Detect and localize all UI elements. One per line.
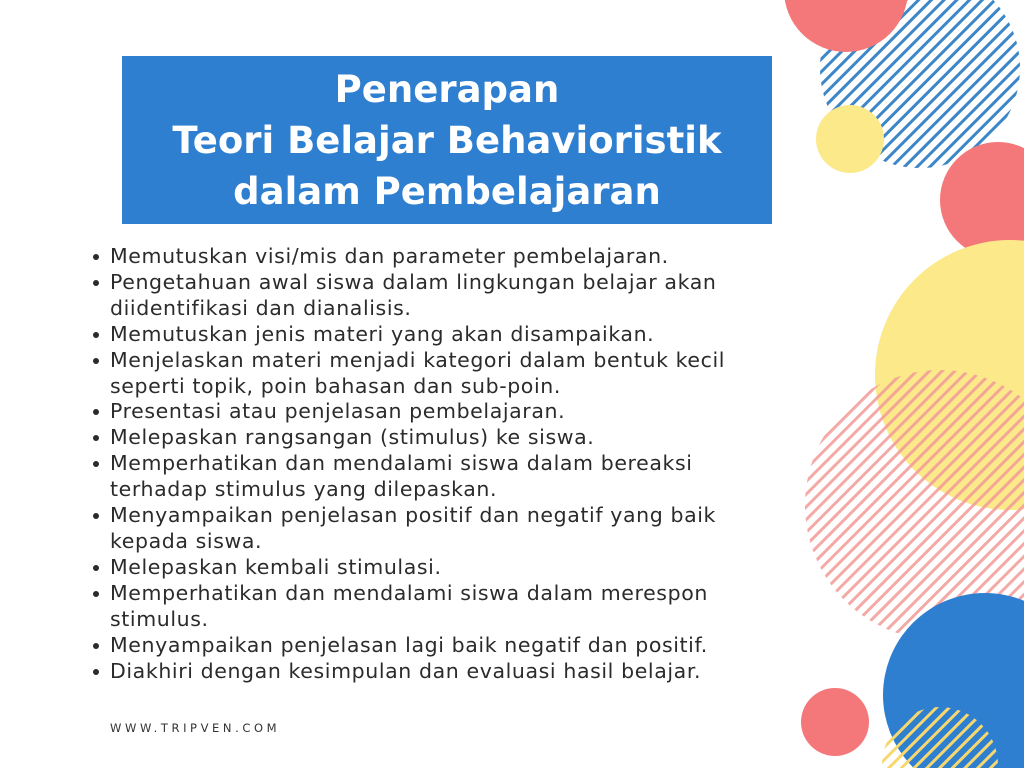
title-line-1: Penerapan	[334, 67, 560, 111]
bullet-list	[90, 244, 790, 684]
list-item: Diakhiri dengan kesimpulan dan evaluasi hasil belajar.	[90, 659, 790, 685]
coral-circle-bottom	[801, 688, 869, 756]
list-item: Melepaskan rangsangan (stimulus) ke siswa.	[90, 425, 790, 451]
list-item: Memperhatikan dan mendalami siswa dalam bereaksi terhadap stimulus yang dilepaskan.	[90, 451, 790, 503]
title-box	[122, 56, 772, 224]
list-item: Menyampaikan penjelasan positif dan negatif yang baik kepada siswa.	[90, 503, 790, 555]
list-item: Melepaskan kembali stimulasi.	[90, 555, 790, 581]
list-item: Menjelaskan materi menjadi kategori dalam bentuk kecil seperti topik, poin bahasan dan sub-poin.	[90, 348, 790, 400]
list-item: Memperhatikan dan mendalami siswa dalam merespon stimulus.	[90, 581, 790, 633]
list-item: Memutuskan visi/mis dan parameter pembelajaran.	[90, 244, 790, 270]
website-footer: WWW.TRIPVEN.COM	[110, 721, 281, 735]
list-item: Memutuskan jenis materi yang akan disampaikan.	[90, 322, 790, 348]
yellow-circle-small	[816, 105, 884, 173]
list-item: Menyampaikan penjelasan lagi baik negatif dan positif.	[90, 633, 790, 659]
list-item: Pengetahuan awal siswa dalam lingkungan belajar akan diidentifikasi dan dianalisis.	[90, 270, 790, 322]
list-item: Presentasi atau penjelasan pembelajaran.	[90, 399, 790, 425]
title-line-2: Teori Belajar Behavioristik	[172, 118, 722, 162]
title-line-3: dalam Pembelajaran	[233, 169, 661, 213]
